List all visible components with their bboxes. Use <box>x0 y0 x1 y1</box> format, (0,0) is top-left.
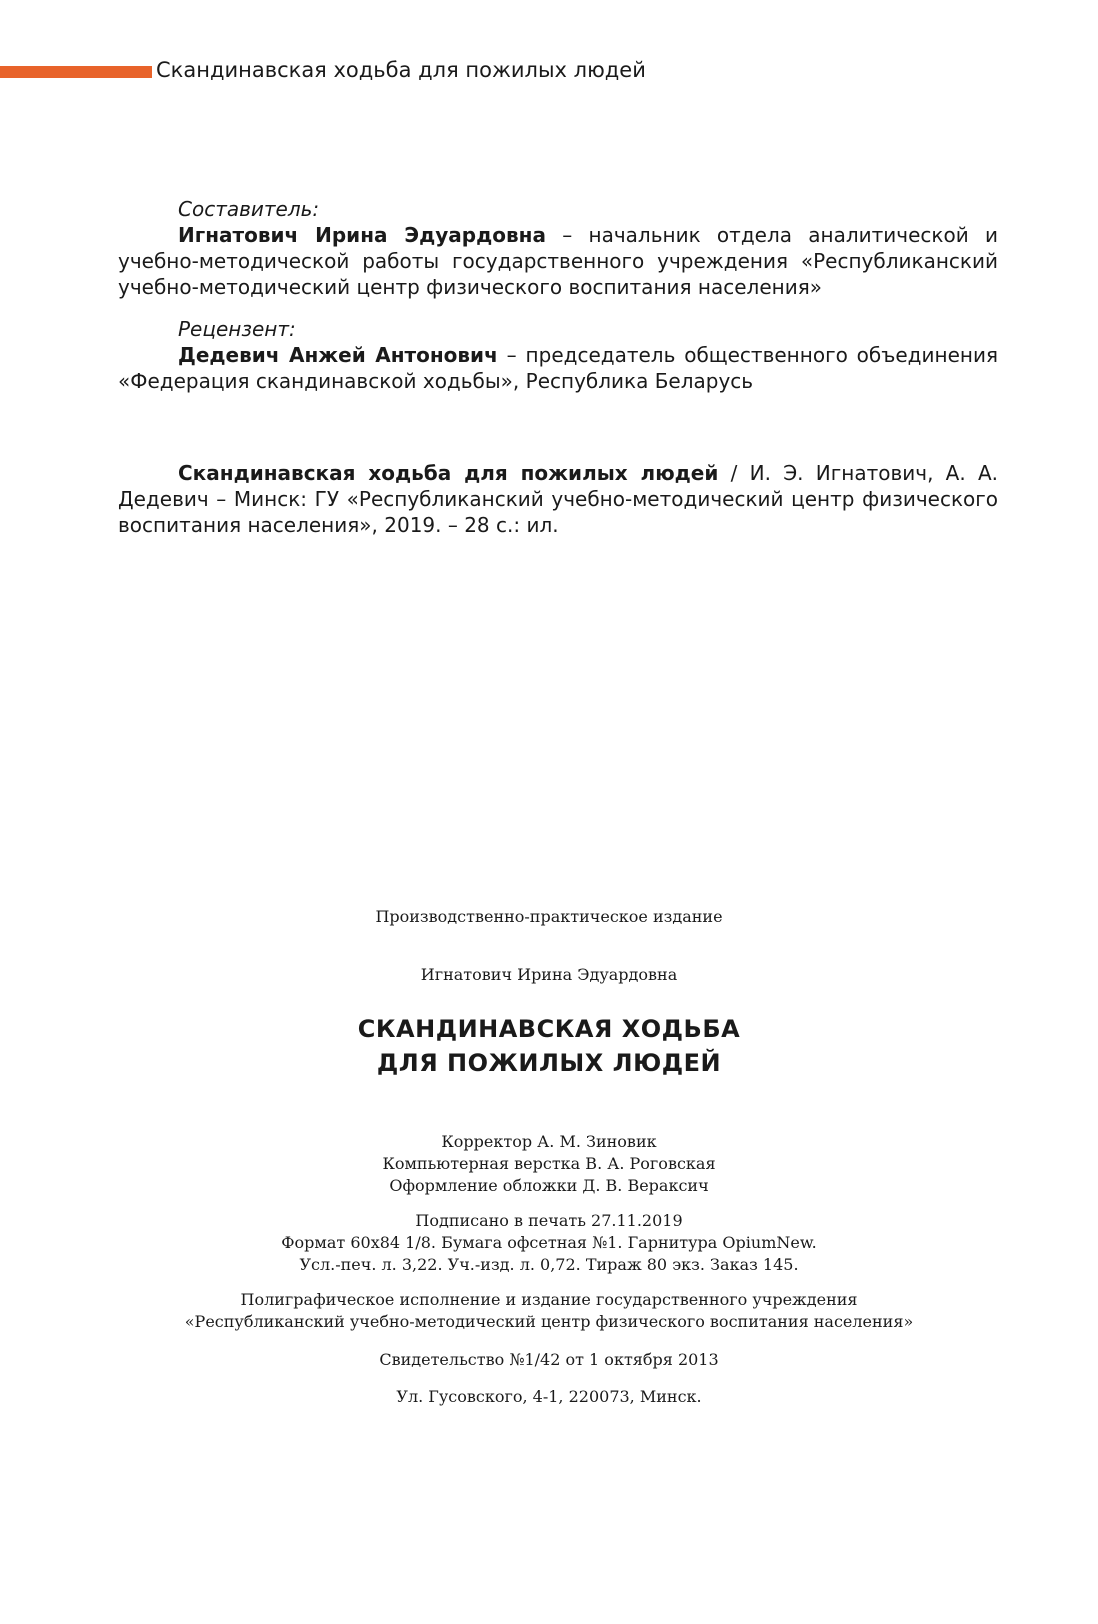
imprint-author: Игнатович Ирина Эдуардовна <box>420 965 678 984</box>
layout-credit: Компьютерная верстка В. А. Роговская <box>382 1154 716 1173</box>
reviewer-description: – председатель общественного объединения «Федерация скандинавской ходьбы», Республика Беларусь <box>118 343 998 393</box>
certificate-info: Свидетельство №1/42 от 1 октября 2013 <box>379 1350 719 1369</box>
reviewer-paragraph <box>118 342 998 394</box>
printing-info-line-2: «Республиканский учебно-методический центр физического воспитания населения» <box>184 1312 914 1331</box>
compiler-name: Игнатович Ирина Эдуардовна <box>178 223 546 247</box>
reviewer-name: Дедевич Анжей Антонович <box>178 343 498 367</box>
book-title-line-1: СКАНДИНАВСКАЯ ХОДЬБА <box>357 1015 741 1043</box>
cover-credit: Оформление обложки Д. В. Вераксич <box>389 1176 709 1195</box>
compiler-role-label: Составитель: <box>178 197 320 221</box>
compiler-description: – начальник отдела аналитической и учебно-методической работы государственного учреждения «Республиканский учебно-методический центр физического воспитания населения» <box>118 223 999 299</box>
citation-details: / И. Э. Игнатович, А. А. Дедевич – Минск: ГУ «Республиканский учебно-методический центр физического воспитания населения», 2019. – 28 с.: ил. <box>118 461 999 537</box>
citation-section <box>118 460 998 538</box>
signed-date: Подписано в печать 27.11.2019 <box>415 1211 683 1230</box>
edition-type: Производственно-практическое издание <box>375 907 723 926</box>
book-title-line-2: ДЛЯ ПОЖИЛЫХ ЛЮДЕЙ <box>376 1049 722 1077</box>
compiler-section <box>118 196 998 300</box>
reviewer-section <box>118 316 998 394</box>
citation-paragraph <box>118 460 998 538</box>
header-accent-bar <box>0 66 152 78</box>
citation-title: Скандинавская ходьба для пожилых людей <box>178 461 719 485</box>
reviewer-role-label: Рецензент: <box>178 317 296 341</box>
printing-info-line-1: Полиграфическое исполнение и издание государственного учреждения <box>240 1290 858 1309</box>
sheets-info: Усл.-печ. л. 3,22. Уч.-изд. л. 0,72. Тираж 80 экз. Заказ 145. <box>299 1255 799 1274</box>
compiler-paragraph <box>118 222 998 300</box>
publisher-address: Ул. Гусовского, 4-1, 220073, Минск. <box>396 1387 702 1406</box>
corrector-credit: Корректор А. М. Зиновик <box>441 1132 657 1151</box>
running-header-title: Скандинавская ходьба для пожилых людей <box>156 58 646 82</box>
format-info: Формат 60х84 1/8. Бумага офсетная №1. Гарнитура OpiumNew. <box>281 1233 817 1252</box>
